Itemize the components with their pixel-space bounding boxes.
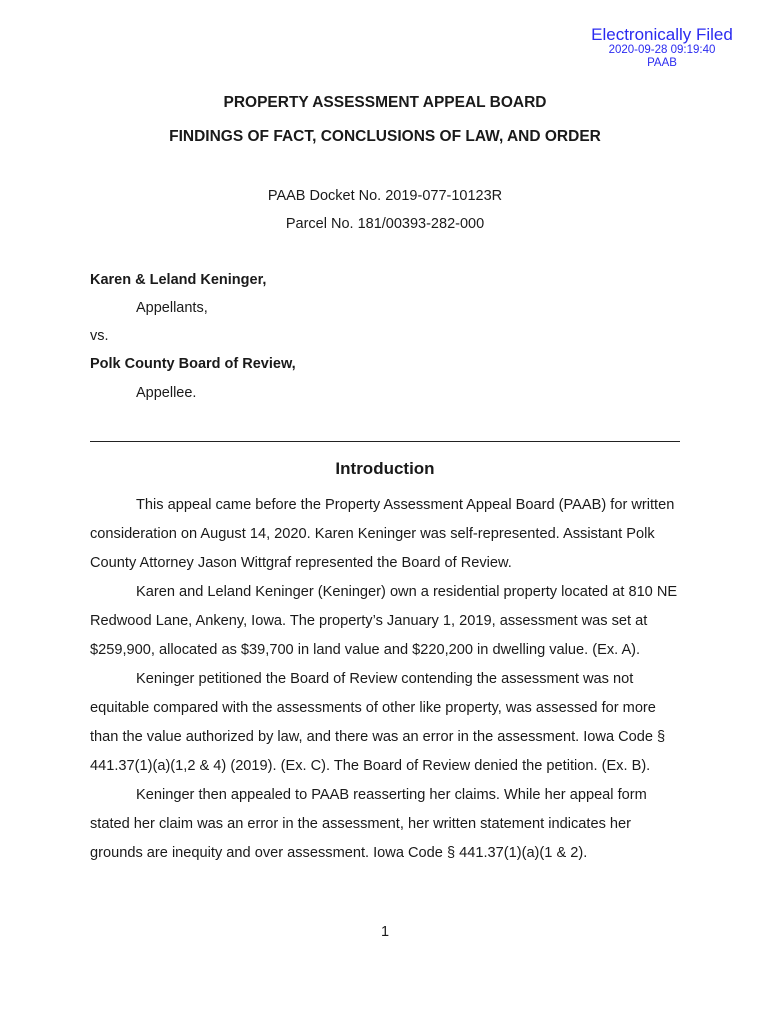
appellee-role: Appellee. [136,385,197,401]
appellee-name: Polk County Board of Review, [90,356,296,372]
board-title: PROPERTY ASSESSMENT APPEAL BOARD [223,94,547,111]
appellants-role: Appellants, [136,300,208,316]
section-body [90,491,684,868]
appellants-name: Karen & Leland Keninger, [90,272,267,288]
section-divider [90,441,680,442]
body-paragraph: Keninger petitioned the Board of Review contending the assessment was not equitable compared with the assessments of other like property, was assessed for more than the value authorized by law, and there was an error in the assessment. Iowa Code § 441.37(1)(a)(1,2 & 4) (2019). (Ex. C). The Board of Review denied the petition. (Ex. B). [90,671,666,774]
section-heading: Introduction [335,459,435,478]
stamp-datetime: 2020-09-28 09:19:40 [608,44,716,56]
docket-number: PAAB Docket No. 2019-077-10123R [267,188,503,204]
electronic-filing-stamp [582,26,742,70]
body-paragraph: Karen and Leland Keninger (Keninger) own a residential property located at 810 NE Redwood Lane, Ankeny, Iowa. The property’s January 1, 2019, assessment was set at $259,900, allocated as $39,700 in land value and $220,200 in dwelling value. (Ex. A). [90,584,678,658]
stamp-label: Electronically Filed [591,25,733,44]
page-number: 1 [380,924,390,940]
parcel-number: Parcel No. 181/00393-282-000 [285,216,485,232]
stamp-agency: PAAB [647,57,677,69]
versus-label: vs. [90,328,109,344]
document-title: FINDINGS OF FACT, CONCLUSIONS OF LAW, AND ORDER [169,128,601,145]
body-paragraph: Keninger then appealed to PAAB reasserting her claims. While her appeal form stated her claim was an error in the assessment, her written statement indicates her grounds are inequity and over assessment. Iowa Code § 441.37(1)(a)(1 & 2). [90,787,647,861]
body-paragraph: This appeal came before the Property Assessment Appeal Board (PAAB) for written consideration on August 14, 2020. Karen Keninger was self-represented. Assistant Polk County Attorney Jason Wittgraf represented the Board of Review. [90,497,675,571]
